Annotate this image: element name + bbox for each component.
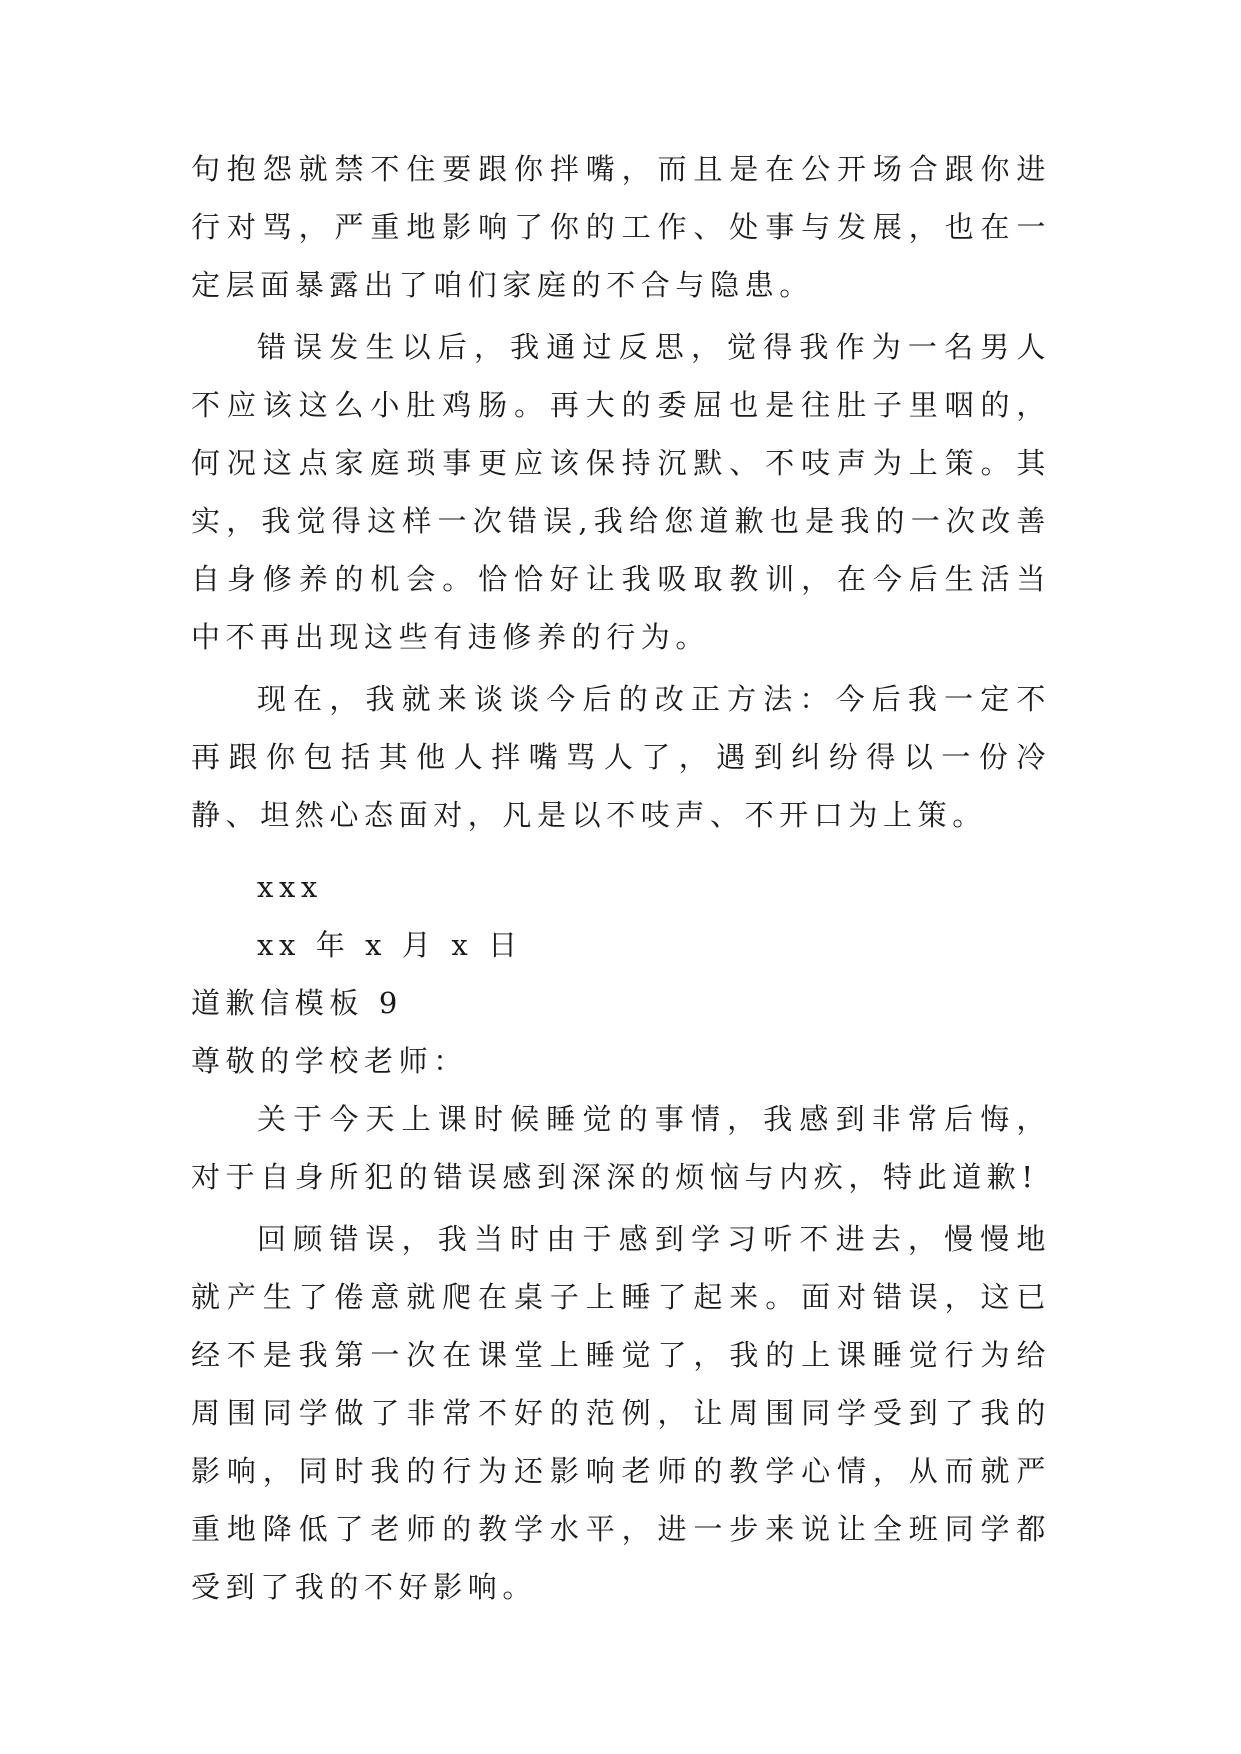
salutation: 尊敬的学校老师： xyxy=(191,1044,468,1078)
document-body xyxy=(191,140,1051,1616)
section-title: 道歉信模板 9 xyxy=(191,986,403,1020)
paragraph-continuation: 句抱怨就禁不住要跟你拌嘴，而且是在公开场合跟你进行对骂，严重地影响了你的工作、处事与发展，也在一定层面暴露出了咱们家庭的不合与隐患。 xyxy=(191,152,1051,302)
signature-name: xxx xyxy=(257,870,323,904)
paragraph-review-error: 回顾错误，我当时由于感到学习听不进去，慢慢地就产生了倦意就爬在桌子上睡了起来。面对错误，这已经不是我第一次在课堂上睡觉了，我的上课睡觉行为给周围同学做了非常不好的范例，让周围同学受到了我的影响，同时我的行为还影响老师的教学心情，从而就严重地降低了老师的教学水平，进一步来说让全班同学都受到了我的不好影响。 xyxy=(191,1222,1051,1604)
paragraph-reflection: 错误发生以后，我通过反思，觉得我作为一名男人不应该这么小肚鸡肠。再大的委屈也是往肚子里咽的，何况这点家庭琐事更应该保持沉默、不吱声为上策。其实，我觉得这样一次错误,我给您道歉也是我的一次改善自身修养的机会。恰恰好让我吸取教训，在今后生活当中不再出现这些有违修养的行为。 xyxy=(191,330,1051,654)
paragraph-correction: 现在，我就来谈谈今后的改正方法：今后我一定不再跟你包括其他人拌嘴骂人了，遇到纠纷得以一份冷静、坦然心态面对，凡是以不吱声、不开口为上策。 xyxy=(191,682,1051,832)
signature-date: xx 年 x 月 x 日 xyxy=(257,928,523,962)
paragraph-apology-intro: 关于今天上课时候睡觉的事情，我感到非常后悔，对于自身所犯的错误感到深深的烦恼与内疚，特此道歉! xyxy=(191,1102,1051,1194)
